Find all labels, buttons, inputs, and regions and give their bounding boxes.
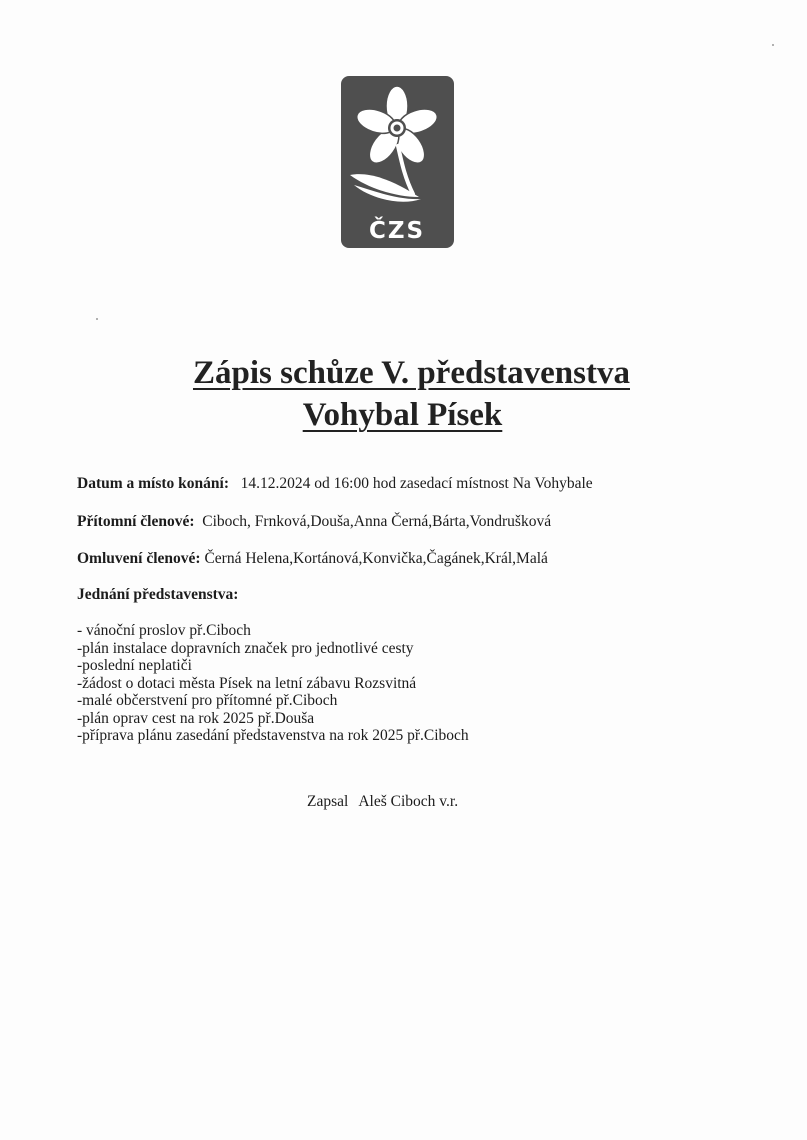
flower-icon: [341, 76, 454, 248]
agenda-item: - vánoční proslov př.Ciboch: [77, 622, 251, 639]
document-title: [0, 352, 807, 436]
agenda-heading: [77, 585, 238, 605]
czs-logo: [341, 76, 454, 248]
title-line-2: Vohybal Písek: [302, 397, 503, 433]
agenda-list: [77, 622, 469, 745]
signature-name: Aleš Ciboch v.r.: [358, 793, 459, 810]
excused-members-field: [77, 549, 548, 569]
present-members-value: Ciboch, Frnková,Douša,Anna Černá,Bárta,Vondrušková: [202, 513, 552, 530]
agenda-item: -malé občerstvení pro přítomné př.Ciboch: [77, 692, 338, 709]
present-members-field: [77, 512, 551, 532]
date-place-field: [77, 474, 593, 494]
signature: [307, 792, 458, 812]
agenda-heading-label: Jednání představenstva:: [77, 586, 239, 603]
agenda-item: -poslední neplatiči: [77, 657, 192, 674]
present-members-label: Přítomní členové:: [77, 513, 195, 530]
date-place-value: 14.12.2024 od 16:00 hod zasedací místnost Na Vohybale: [240, 475, 593, 492]
agenda-item: -plán oprav cest na rok 2025 př.Douša: [77, 709, 315, 727]
logo-text: ČZS: [368, 218, 426, 244]
signature-label: Zapsal: [307, 793, 349, 810]
scan-speck: [772, 44, 774, 46]
agenda-item: -plán instalace dopravních značek pro jednotlivé cesty: [77, 639, 414, 657]
excused-members-label: Omluvení členové:: [77, 550, 201, 567]
agenda-item: -žádost o dotaci města Písek na letní zábavu Rozsvitná: [77, 674, 417, 692]
title-line-1: Zápis schůze V. představenstva: [192, 355, 630, 391]
excused-members-value: Černá Helena,Kortánová,Konvička,Čagánek,Král,Malá: [204, 550, 548, 567]
date-place-label: Datum a místo konání:: [77, 475, 230, 492]
agenda-item: -příprava plánu zasedání představenstva na rok 2025 př.Ciboch: [77, 727, 469, 744]
scan-speck: [96, 318, 98, 320]
